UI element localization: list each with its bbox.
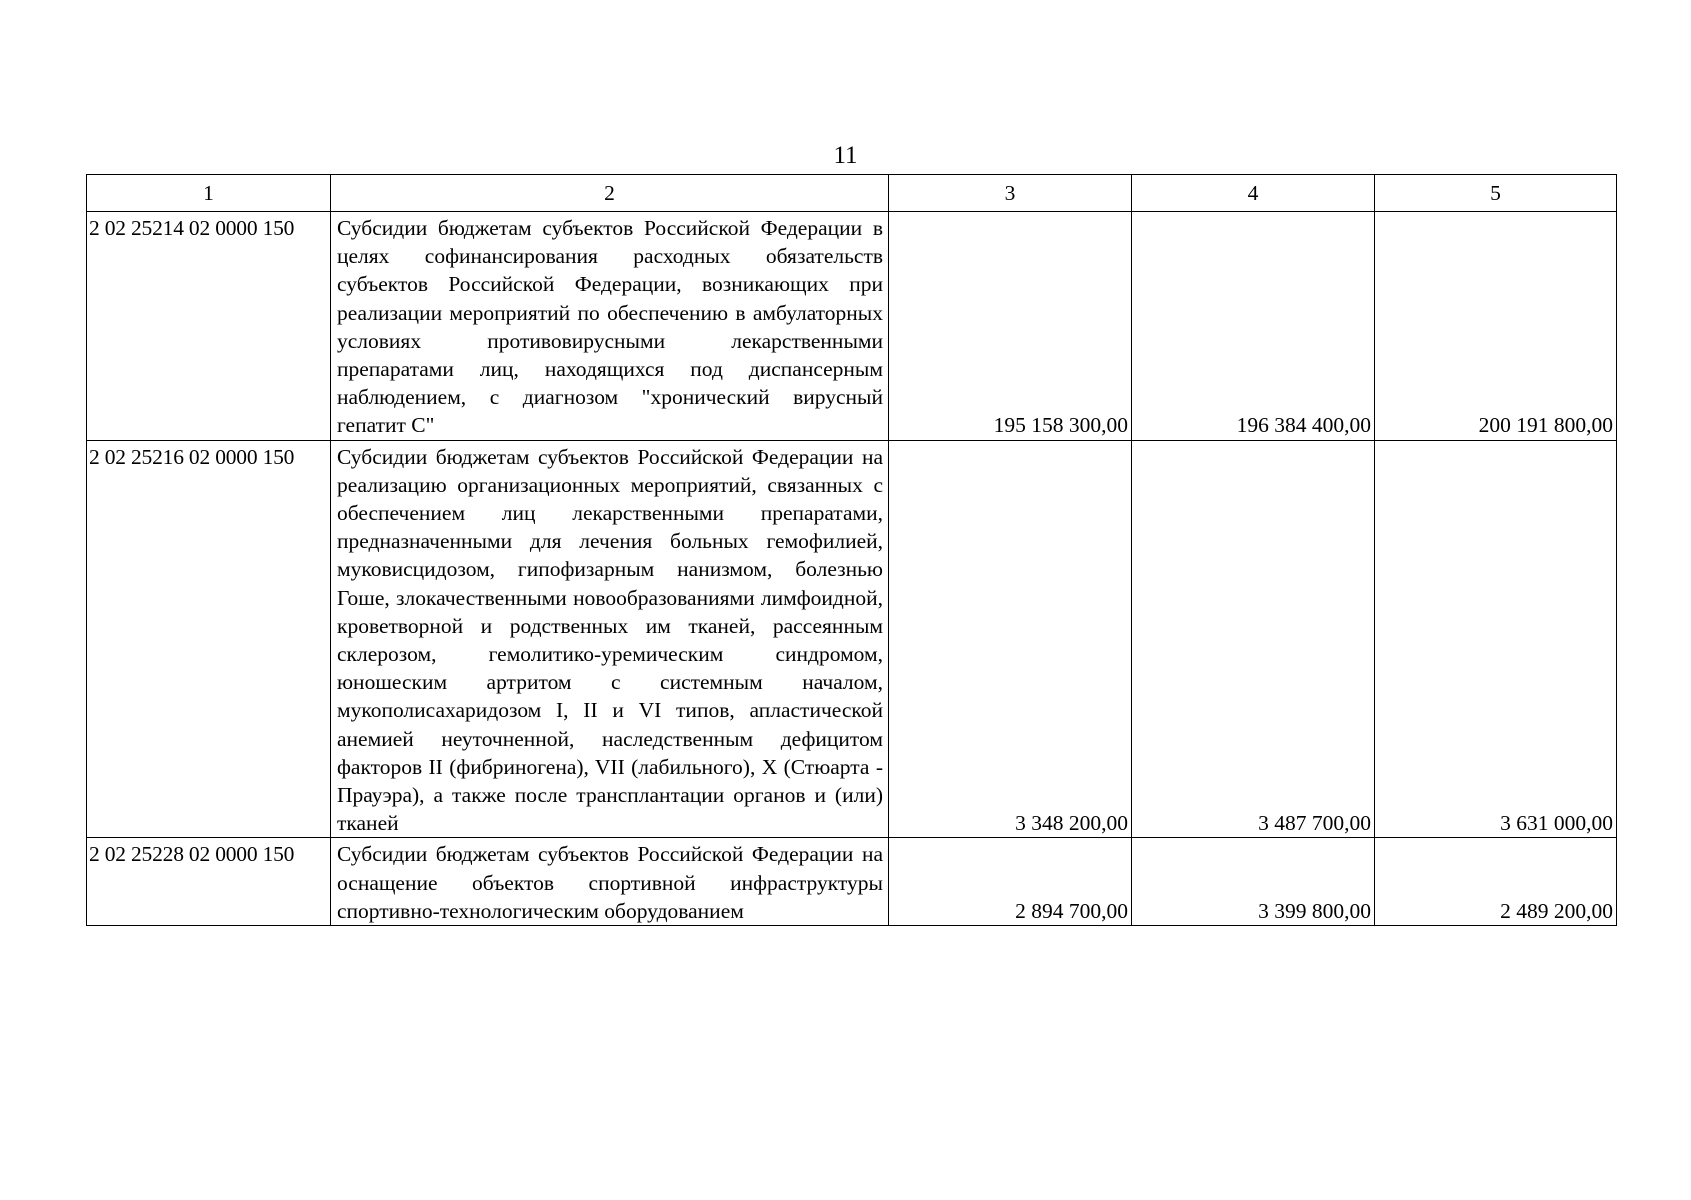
table-header [87, 175, 1617, 212]
budget-table [86, 174, 1617, 926]
row-amount-col3: 2 894 700,00 [889, 838, 1132, 926]
table-body [87, 212, 1617, 926]
row-amount-col5: 2 489 200,00 [1375, 838, 1617, 926]
row-amount-col5: 200 191 800,00 [1375, 212, 1617, 441]
row-amount-col3: 3 348 200,00 [889, 440, 1132, 838]
row-code: 2 02 25214 02 0000 150 [87, 212, 331, 441]
table-row [87, 440, 1617, 838]
table-row [87, 212, 1617, 441]
header-col-4: 4 [1132, 175, 1375, 212]
page-number: 11 [833, 142, 858, 169]
header-col-1: 1 [87, 175, 331, 212]
row-description: Субсидии бюджетам субъектов Российской Федерации на оснащение объектов спортивной инфраструктуры спортивно-технологическим оборудованием [331, 838, 889, 926]
header-row [87, 175, 1617, 212]
header-col-2: 2 [331, 175, 889, 212]
row-code: 2 02 25228 02 0000 150 [87, 838, 331, 926]
row-code: 2 02 25216 02 0000 150 [87, 440, 331, 838]
row-amount-col4: 196 384 400,00 [1132, 212, 1375, 441]
row-amount-col4: 3 487 700,00 [1132, 440, 1375, 838]
row-amount-col4: 3 399 800,00 [1132, 838, 1375, 926]
header-col-3: 3 [889, 175, 1132, 212]
header-col-5: 5 [1375, 175, 1617, 212]
table-row [87, 838, 1617, 926]
row-amount-col5: 3 631 000,00 [1375, 440, 1617, 838]
row-description: Субсидии бюджетам субъектов Российской Федерации на реализацию организационных мероприятий, связанных с обеспечением лиц лекарственными препаратами, предназначенными для лечения больных гемофилией, муковисцидозом, гипофизарным нанизмом, болезнью Гоше, злокачественными новообразованиями лимфоидной, кроветворной и родственных им тканей, рассеянным склерозом, гемолитико-уремическим синдромом, юношеским артритом с системным началом, мукополисахаридозом I, II и VI типов, апластической анемией неуточненной, наследственным дефицитом факторов II (фибриногена), VII (лабильного), X (Стюарта - Прауэра), а также после трансплантации органов и (или) тканей [331, 440, 889, 838]
row-description: Субсидии бюджетам субъектов Российской Федерации в целях софинансирования расходных обязательств субъектов Российской Федерации, возникающих при реализации мероприятий по обеспечению в амбулаторных условиях противовирусными лекарственными препаратами лиц, находящихся под диспансерным наблюдением, с диагнозом "хронический вирусный гепатит С" [331, 212, 889, 441]
row-amount-col3: 195 158 300,00 [889, 212, 1132, 441]
